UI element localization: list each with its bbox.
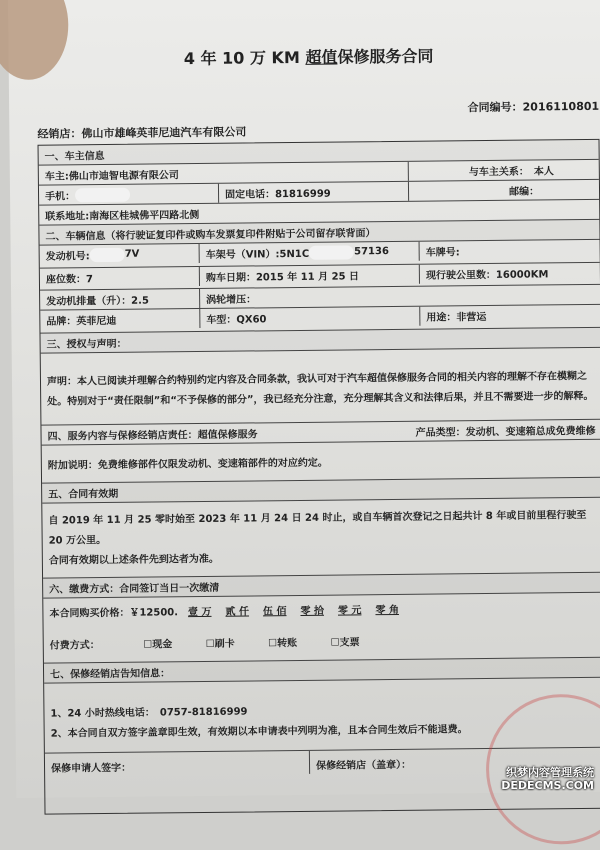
hotline: 1、24 小时热线电话： 0757-81816999	[50, 706, 248, 720]
additional-note: 附加说明：免费维修部件仅限发动机、变速箱部件的对应约定。	[47, 457, 328, 472]
watermark: 织梦内容管理系统 DEDECMS.COM	[501, 766, 594, 792]
validity-period: 自 2019 年 11 月 25 零时始至 2023 年 11 月 24 日 24 时止，或自车辆首次登记之日起共计 8 年或目前里程行驶至 20 万公里。	[48, 509, 587, 547]
section-6-heading: 六、缴费方式：合同签订当日一次缴清	[49, 582, 220, 596]
dealer-seal: 保修经销店（盖章）：	[315, 759, 412, 772]
price: 本合同购买价格：￥12500.	[49, 607, 179, 620]
section-3-heading: 三、授权与声明：	[46, 338, 127, 351]
price-block	[43, 595, 419, 663]
brand: 品牌：英菲尼迪	[40, 309, 200, 330]
dealer-name: 经销店：佛山市雄峰英菲尼迪汽车有限公司	[37, 125, 247, 141]
purchase-date: 购车日期：2015 年 11 月 25 日	[200, 265, 420, 286]
postcode: 邮编：	[508, 186, 540, 198]
model: 车型：QX60	[200, 307, 420, 328]
mileage: 现行驶公里数：16000KM	[425, 269, 549, 282]
usage: 用途：非营运	[426, 312, 487, 324]
checkbox-card[interactable]: ☐刷卡	[205, 638, 235, 650]
turbo: 涡轮增压：	[206, 294, 257, 306]
price-in-words: 壹 万 贰 仟 伍 佰 零 拾 零 元 零 角	[187, 604, 399, 619]
validity-rule: 合同有效期以上述条件先到达者为准。	[48, 553, 219, 567]
checkbox-cheque[interactable]: ☐支票	[330, 637, 360, 649]
payment-label: 付费方式：	[49, 640, 100, 652]
redaction	[309, 245, 354, 259]
document-title: 4 年 10 万 KM 超值保修服务合同	[183, 46, 434, 69]
checkbox-transfer[interactable]: ☐转账	[268, 638, 298, 650]
engine-number: 发动机号: 7V	[40, 244, 200, 265]
product-type: 产品类型：发动机、变速箱总成免费维修	[415, 425, 596, 439]
section-2-heading: 二、车辆信息（将行驶证复印件或购车发票复印件附贴于公司留存联背面）	[45, 228, 376, 243]
validity	[42, 498, 600, 578]
contract-number: 合同编号：2016110801	[467, 99, 600, 115]
vin: 车架号（VIN）:5N1C 57136	[200, 242, 420, 263]
contract-document	[8, 0, 600, 798]
section-4-heading: 四、服务内容与保修经销店责任：超值保修服务	[47, 429, 258, 443]
seats: 座位数：7	[40, 267, 200, 288]
dealer-info	[44, 682, 474, 750]
owner-relation: 与车主关系： 本人	[468, 166, 554, 179]
applicant-signature: 保修申请人签字：	[45, 751, 310, 777]
displacement: 发动机排量（升）：2.5	[40, 289, 200, 310]
owner: 车主:佛山市迪智电源有限公司	[39, 162, 409, 185]
redaction	[90, 247, 125, 261]
section-7-heading: 七、保修经销店告知信息：	[50, 668, 171, 681]
address: 联系地址:南海区桂城佛平四路北侧	[45, 210, 200, 223]
checkbox-cash[interactable]: ☐现金	[143, 639, 173, 651]
redaction	[75, 187, 130, 202]
landline: 固定电话：81816999	[219, 182, 409, 203]
effectiveness-note: 2、本合同自双方签字盖章即生效，有效期以本申请表中列明为准，且本合同生效后不能退费。	[50, 723, 468, 740]
section-5-heading: 五、合同有效期	[48, 488, 119, 501]
section-1-heading: 一、车主信息	[44, 150, 105, 163]
plate-number: 车牌号:	[425, 247, 460, 259]
declaration: 声明：本人已阅读并理解合约特别约定内容及合同条款，我认可对于汽车超值保修服务合同的相关内容的理解不存在模糊之处。特别对于“责任限制”和“不予保修的部分”，我已经充分注意，充分理解其含义和法律后果，并且不需要进一步的解释。	[46, 370, 594, 408]
mobile: 手机：	[39, 184, 219, 205]
